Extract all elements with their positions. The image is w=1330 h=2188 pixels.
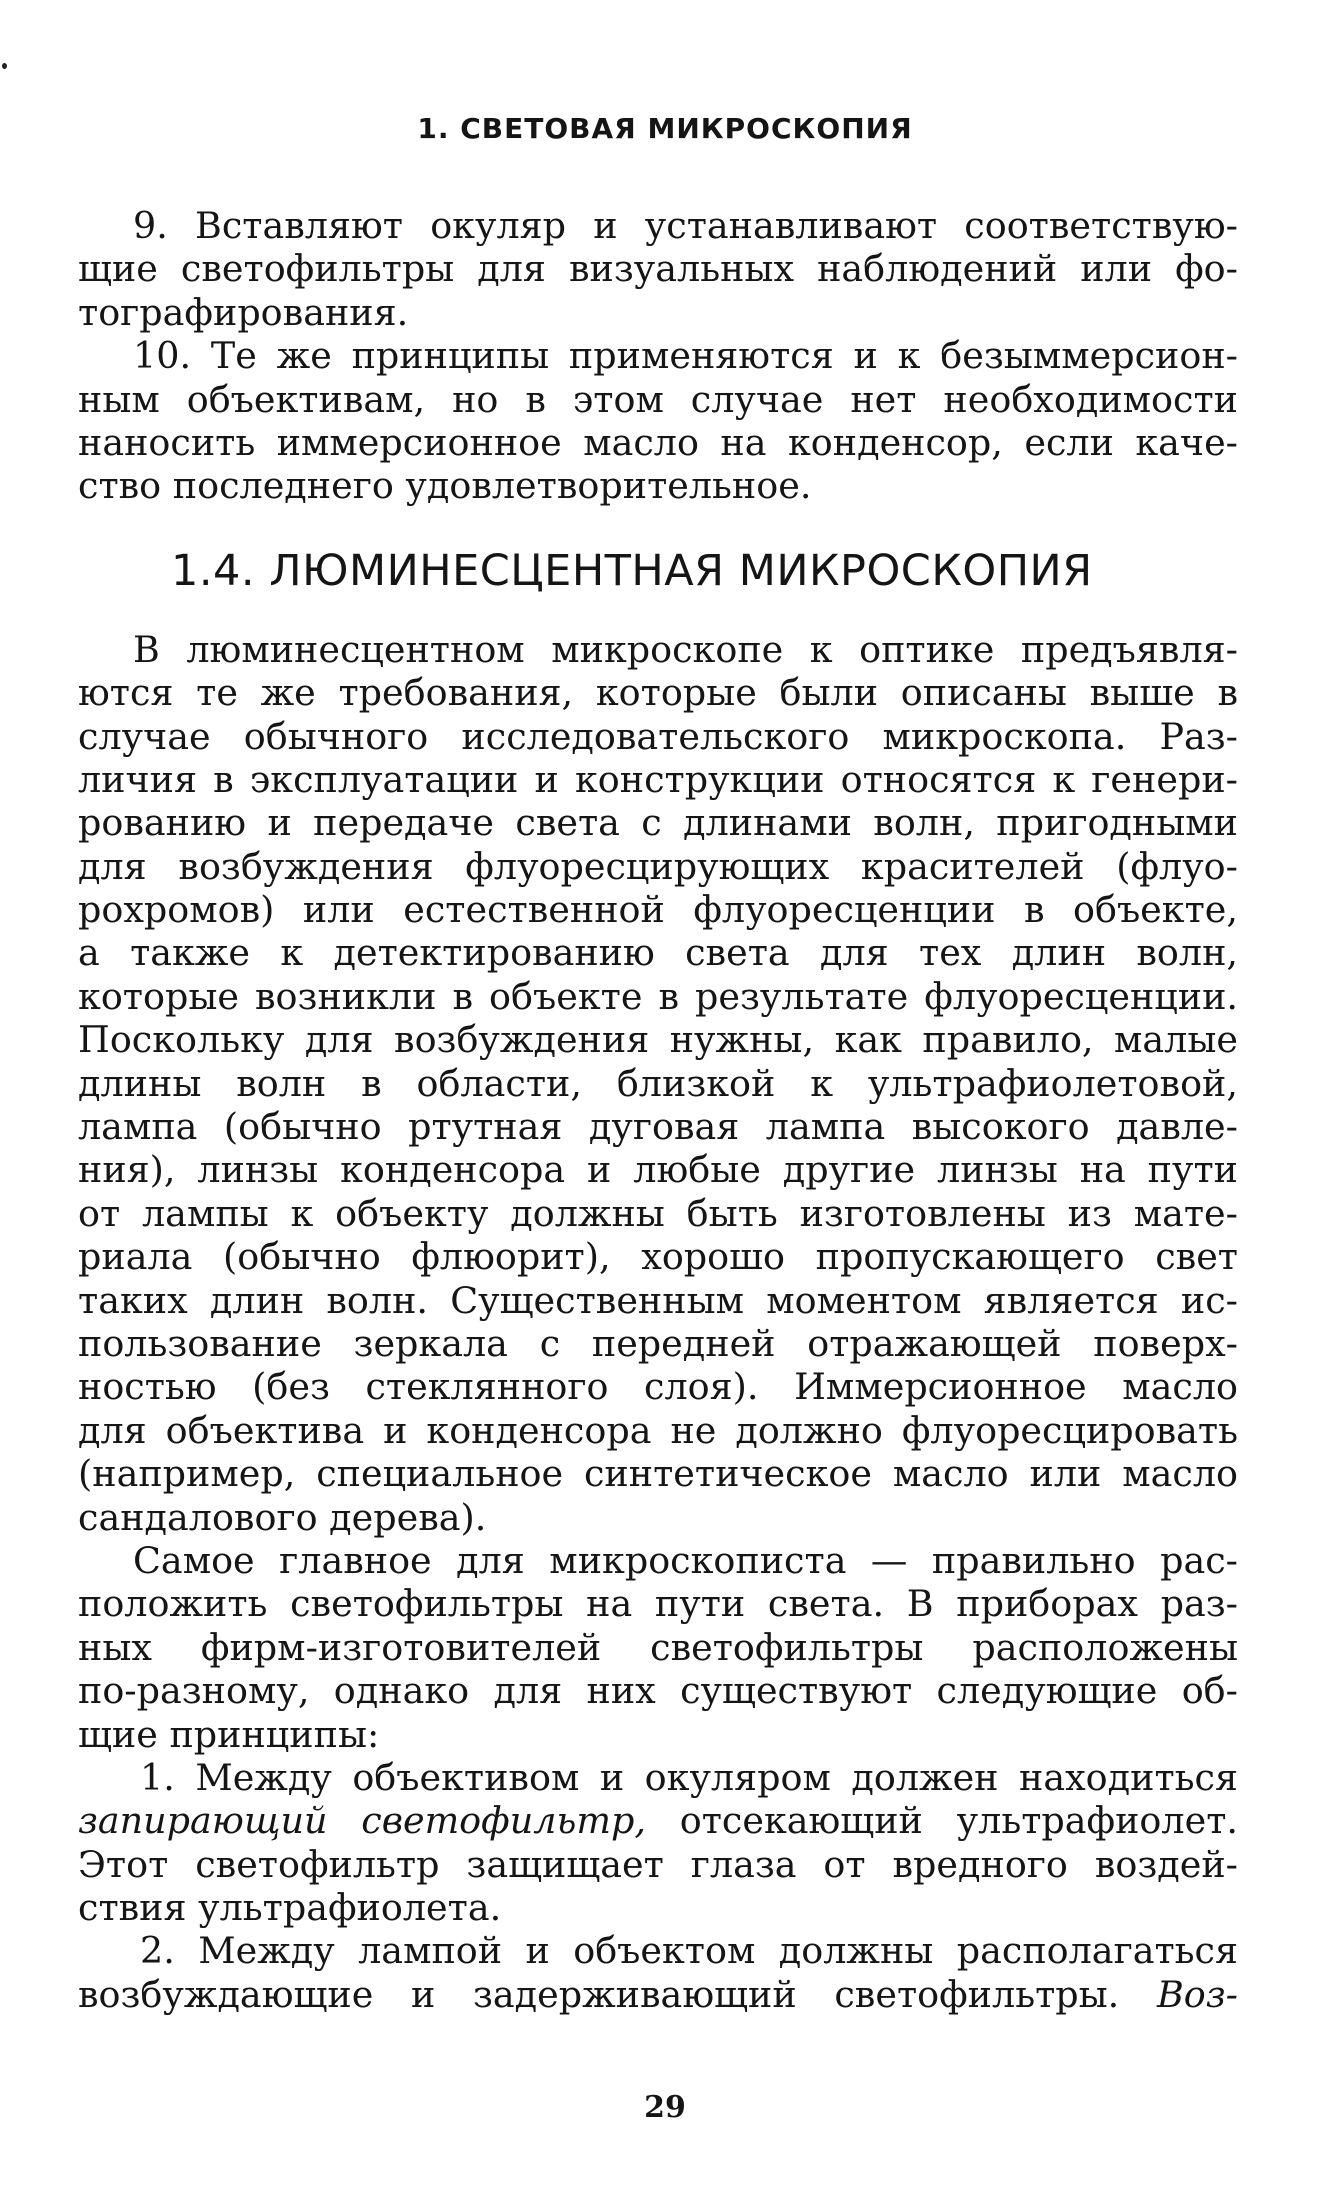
text-line: для возбуждения флуоресцирующих красителей (флуо- xyxy=(78,844,1238,888)
text-line: Этот светофильтр защищает глаза от вредного воздей- xyxy=(78,1842,1238,1886)
text-line: (например, специальное синтетическое масло или масло xyxy=(78,1452,1238,1496)
italic-term: запирающий светофильтр, xyxy=(78,1799,646,1843)
text-line: ются те же требования, которые были описаны выше в xyxy=(78,671,1238,715)
text-line: положить светофильтры на пути света. В приборах раз- xyxy=(78,1582,1238,1626)
body-text xyxy=(78,204,1238,2016)
text-line: В люминесцентном микроскопе к оптике предъявля- xyxy=(133,627,1238,671)
text-line: таких длин волн. Существенным моментом является ис- xyxy=(78,1278,1238,1322)
text-line: 9. Вставляют окуляр и устанавливают соответствую- xyxy=(133,204,1238,247)
text-line: наносить иммерсионное масло на конденсор, если каче- xyxy=(78,420,1238,464)
page-number: 29 xyxy=(644,2090,686,2125)
text-line: для объектива и конденсора не должно флуоресцировать xyxy=(78,1408,1238,1452)
text-line: ство последнего удовлетворительное. xyxy=(78,464,812,508)
text-line: от лампы к объекту должны быть изготовлены из мате- xyxy=(78,1191,1238,1235)
text-line-mixed xyxy=(78,1973,1238,2016)
section-heading: 1.4. ЛЮМИНЕСЦЕНТНАЯ МИКРОСКОПИЯ xyxy=(171,545,1093,596)
text-line: ствия ультрафиолета. xyxy=(78,1886,502,1930)
ink-speck xyxy=(2,63,7,69)
text-line: ным объективам, но в этом случае нет необходимости xyxy=(78,377,1238,421)
text-line: пользование зеркала с передней отражающей поверх- xyxy=(78,1321,1238,1365)
running-head: 1. СВЕТОВАЯ МИКРОСКОПИЯ xyxy=(417,112,913,145)
text-line: щие светофильтры для визуальных наблюдений или фо- xyxy=(78,247,1238,291)
text-line: рованию и передаче света с длинами волн, пригодными xyxy=(78,801,1238,845)
text-line: случае обычного исследовательского микроскопа. Раз- xyxy=(78,714,1238,758)
text-line-mixed xyxy=(78,1799,1238,1842)
text-line: Поскольку для возбуждения нужны, как правило, малые xyxy=(78,1018,1238,1062)
text-line: длины волн в области, близкой к ультрафиолетовой, xyxy=(78,1061,1238,1105)
text-line: риала (обычно флюорит), хорошо пропускающего свет xyxy=(78,1235,1238,1279)
text-line: ния), линзы конденсора и любые другие линзы на пути xyxy=(78,1148,1238,1192)
text-line: лампа (обычно ртутная дуговая лампа высокого давле- xyxy=(78,1105,1238,1149)
text-line: щие принципы: xyxy=(78,1712,380,1756)
text-line: 1. Между объективом и окуляром должен находиться xyxy=(140,1755,1238,1799)
italic-term: Воз- xyxy=(1156,1972,1238,2016)
text-line: по-разному, однако для них существуют следующие об- xyxy=(78,1669,1238,1713)
text-run: отсекающий ультрафиолет. xyxy=(645,1799,1238,1843)
text-line: рохромов) или естественной флуоресценции в объекте, xyxy=(78,888,1238,932)
text-line: а также к детектированию света для тех длин волн, xyxy=(78,931,1238,975)
text-line: сандалового дерева). xyxy=(78,1495,487,1539)
text-line: которые возникли в объекте в результате флуоресценции. xyxy=(78,974,1238,1018)
text-run: возбуждающие и задерживающий светофильтры. xyxy=(78,1972,1157,2016)
text-line: личия в эксплуатации и конструкции относятся к генери- xyxy=(78,757,1238,801)
text-line: ностью (без стеклянного слоя). Иммерсионное масло xyxy=(78,1365,1238,1409)
text-line: Самое главное для микроскописта — правильно рас- xyxy=(133,1538,1238,1582)
text-line: 10. Те же принципы применяются и к безыммерсион- xyxy=(133,334,1238,378)
text-line: тографирования. xyxy=(78,290,409,334)
text-line: ных фирм-изготовителей светофильтры расположены xyxy=(78,1625,1238,1669)
text-line: 2. Между лампой и объектом должны располагаться xyxy=(140,1929,1238,1973)
